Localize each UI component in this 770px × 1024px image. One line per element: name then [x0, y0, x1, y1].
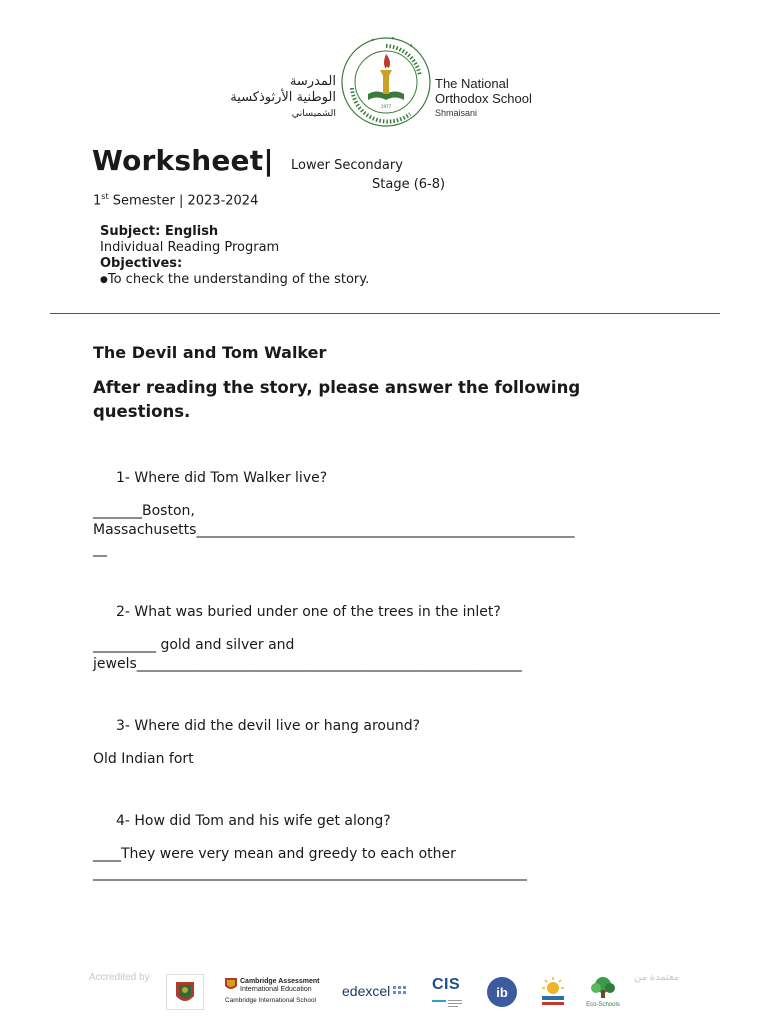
- cambridge-line2: International Education: [240, 986, 312, 993]
- semester-number: 1: [93, 193, 102, 209]
- english-name-line1: The National: [435, 76, 509, 91]
- bullet-icon: ●: [100, 275, 108, 285]
- ib-label: ib: [496, 984, 508, 1000]
- eco-schools-logo: [586, 976, 620, 1008]
- cambridge-school-label: Cambridge International School: [225, 997, 317, 1004]
- school-name-arabic: [230, 74, 336, 122]
- sun-logo-icon: [536, 976, 570, 1008]
- answer-2: _________ gold and silver and jewels_______________________________________________________: [93, 637, 522, 672]
- english-name-line2: Orthodox School: [435, 91, 532, 106]
- svg-text:1977: 1977: [380, 104, 392, 109]
- semester-line: [93, 192, 258, 208]
- edexcel-logo: [342, 983, 407, 999]
- story-instruction: After reading the story, please answer the following questions.: [93, 378, 581, 421]
- arabic-name-line3: الشميساني: [291, 108, 336, 119]
- worksheet-info: [100, 224, 369, 288]
- question-2: 2- What was buried under one of the trees in the inlet?: [116, 604, 501, 620]
- eco-schools-label: Eco-Schools: [586, 1002, 620, 1008]
- story-title: The Devil and Tom Walker: [93, 343, 327, 362]
- cambridge-shield-icon: [225, 978, 237, 992]
- subject-label: Subject: English: [100, 224, 219, 239]
- cis-underline-icon: [432, 999, 464, 1009]
- answer-1: _______Boston, Massachusetts______________________________________________________ __: [93, 503, 575, 557]
- objectives-label: Objectives:: [100, 256, 183, 271]
- edexcel-grid-icon: [393, 986, 407, 996]
- question-3: 3- Where did the devil live or hang around?: [116, 718, 421, 734]
- section-divider: [50, 313, 720, 314]
- cambridge-line1: Cambridge Assessment: [240, 978, 320, 985]
- school-location: Shmaisani: [435, 108, 478, 118]
- school-name-english: [435, 76, 532, 121]
- cambridge-logo: [225, 978, 320, 1004]
- program-label: Individual Reading Program: [100, 240, 280, 255]
- accredited-by-arabic-label: معتمدة من: [634, 972, 680, 983]
- ib-logo: [487, 977, 517, 1007]
- question-4: 4- How did Tom and his wife get along?: [116, 813, 391, 829]
- worksheet-title: Worksheet|: [92, 144, 274, 177]
- cis-logo: [432, 976, 464, 1013]
- worksheet-level: Lower Secondary: [291, 158, 403, 173]
- semester-year: Semester | 2023-2024: [108, 193, 259, 209]
- answer-4: ____They were very mean and greedy to each other ______________________________________________________________: [93, 846, 527, 881]
- question-1: 1- Where did Tom Walker live?: [116, 470, 328, 486]
- ministry-crest-icon: [166, 974, 204, 1010]
- edexcel-label: edexcel: [342, 983, 391, 999]
- objective-item: [100, 272, 369, 288]
- arabic-name-line1: المدرسة: [289, 74, 336, 89]
- eco-tree-icon: [586, 976, 620, 998]
- semester-suffix: st: [101, 192, 109, 201]
- accredited-by-label: Accredited by: [89, 972, 150, 983]
- objective-text: To check the understanding of the story.: [107, 272, 370, 287]
- school-emblem-icon: [340, 36, 432, 128]
- arabic-name-line2: الوطنية الأرثوذكسية: [230, 90, 336, 105]
- cis-label: CIS: [432, 976, 461, 993]
- worksheet-stage: Stage (6-8): [372, 177, 446, 192]
- answer-3: Old Indian fort: [93, 751, 194, 767]
